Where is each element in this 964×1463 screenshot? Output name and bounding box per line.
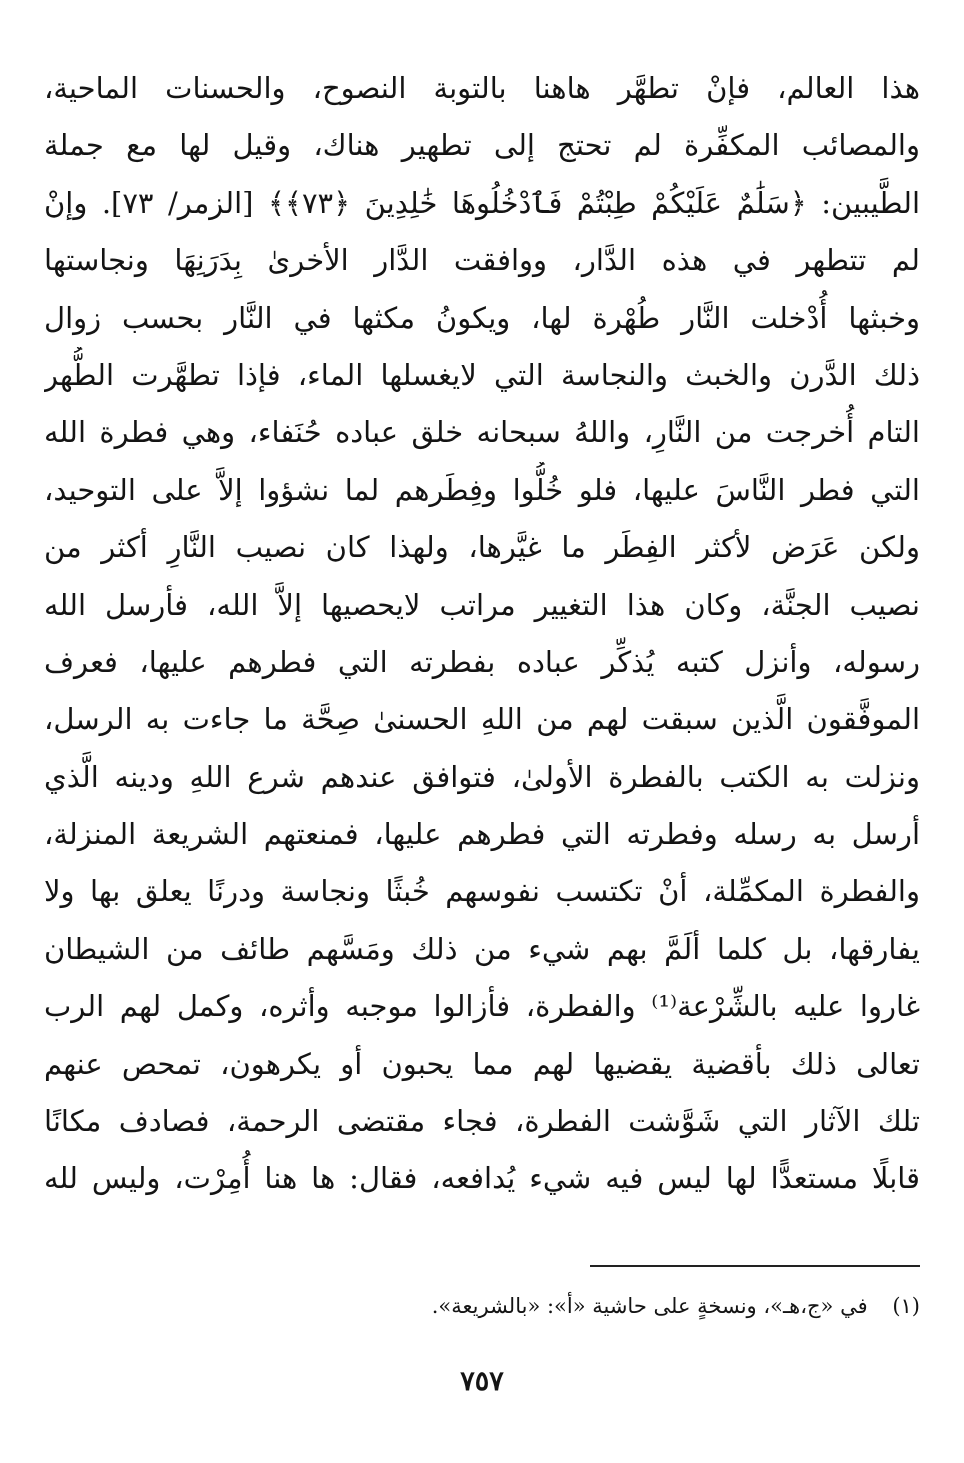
text-line: نصيب الجنَّة، وكان هذا التغيير مراتب لايحصيها إلاَّ الله، فأرسل الله — [44, 587, 920, 622]
text-line: ولكن عَرَض لأكثر الفِطَر ما غيَّرها، ولهذا كان نصيب النَّارِ أكثر من — [44, 530, 920, 565]
text-line: غاروا عليه بالشِّرْعة⁽¹⁾ والفطرة، فأزالوا موجبه وأثره، وكمل لهم الرب — [44, 989, 920, 1024]
text-line: رسوله، وأنزل كتبه يُذكِّر عباده بفطرته التي فطرهم عليها، فعرف — [44, 644, 920, 679]
main-text — [44, 60, 920, 1208]
text-line: الطَّيبين: ﴿سَلَٰمٌ عَلَيْكُمْ طِبْتُمْ فَٱدْخُلُوهَا خَٰلِدِينَ ﴿٧٣﴾﴾ [الزمر/ ٧٣]. وإنْ — [44, 185, 920, 220]
text-line: ذلك الدَّرن والخبث والنجاسة التي لايغسلها الماء، فإذا تطهَّرت الطُّهر — [44, 357, 920, 392]
text-line: أرسل به رسله وفطرته التي فطرهم عليها، فمنعتهم الشريعة المنزلة، — [44, 817, 920, 852]
text-line: تعالى ذلك بأقضية يقضيها لهم مما يحبون أو يكرهون، تمحص عنهم — [44, 1046, 920, 1081]
footnote — [44, 1286, 920, 1326]
text-line: وخبثها أُدْخلت النَّار طُهْرة لها، ويكونُ مكثها في النَّار بحسب زوال — [44, 300, 920, 335]
text-line: يفارقها، بل كلما ألَمَّ بهم شيء من ذلك ومَسَّهم طائف من الشيطان — [44, 931, 920, 966]
text-line: هذا العالم، فإنْ تطهَّر هاهنا بالتوبة النصوح، والحسنات الماحية، — [44, 71, 920, 105]
footnote-separator — [590, 1265, 920, 1267]
text-line: التام أُخرجت من النَّارِ، واللهُ سبحانه خلق عباده حُنَفاء، وهي فطرة الله — [44, 415, 920, 450]
footnote-number: (١) — [892, 1294, 920, 1318]
text-line: ونزلت به الكتب بالفطرة الأولىٰ، فتوافق عندهم شرع اللهِ ودينه الَّذي — [44, 759, 920, 794]
footnote-text: في «ج،هـ»، ونسخةٍ على حاشية «أ»: «بالشريعة». — [431, 1294, 868, 1318]
text-line: قابلًا مستعدًّا لها ليس فيه شيء يُدافعه، فقال: ها هنا أُمِرْت، وليس لله — [44, 1161, 920, 1196]
text-line: التي فطر النَّاسَ عليها، فلو خُلُّوا وفِطَرهم لما نشؤوا إلاَّ على التوحيد، — [44, 472, 920, 507]
text-line: تلك الآثار التي شَوَّشت الفطرة، فجاء مقتضى الرحمة، فصادف مكانًا — [44, 1104, 920, 1139]
text-line: والفطرة المكمِّلة، أنْ تكتسب نفوسهم خُبثًا ونجاسة ودرنًا يعلق بها ولا — [44, 874, 920, 909]
text-line: الموفَّقون الَّذين سبقت لهم من اللهِ الحسنىٰ صِحَّة ما جاءت به الرسل، — [44, 702, 920, 737]
text-line: والمصائب المكفِّرة لم تحتج إلى تطهير هناك، وقيل لها مع جملة — [44, 128, 920, 163]
page-number: ٧٥٧ — [460, 1366, 504, 1397]
text-line: لم تتطهر في هذه الدَّار، ووافقت الدَّار الأخرىٰ بِدَرَنِهَا ونجاستها — [44, 243, 920, 278]
